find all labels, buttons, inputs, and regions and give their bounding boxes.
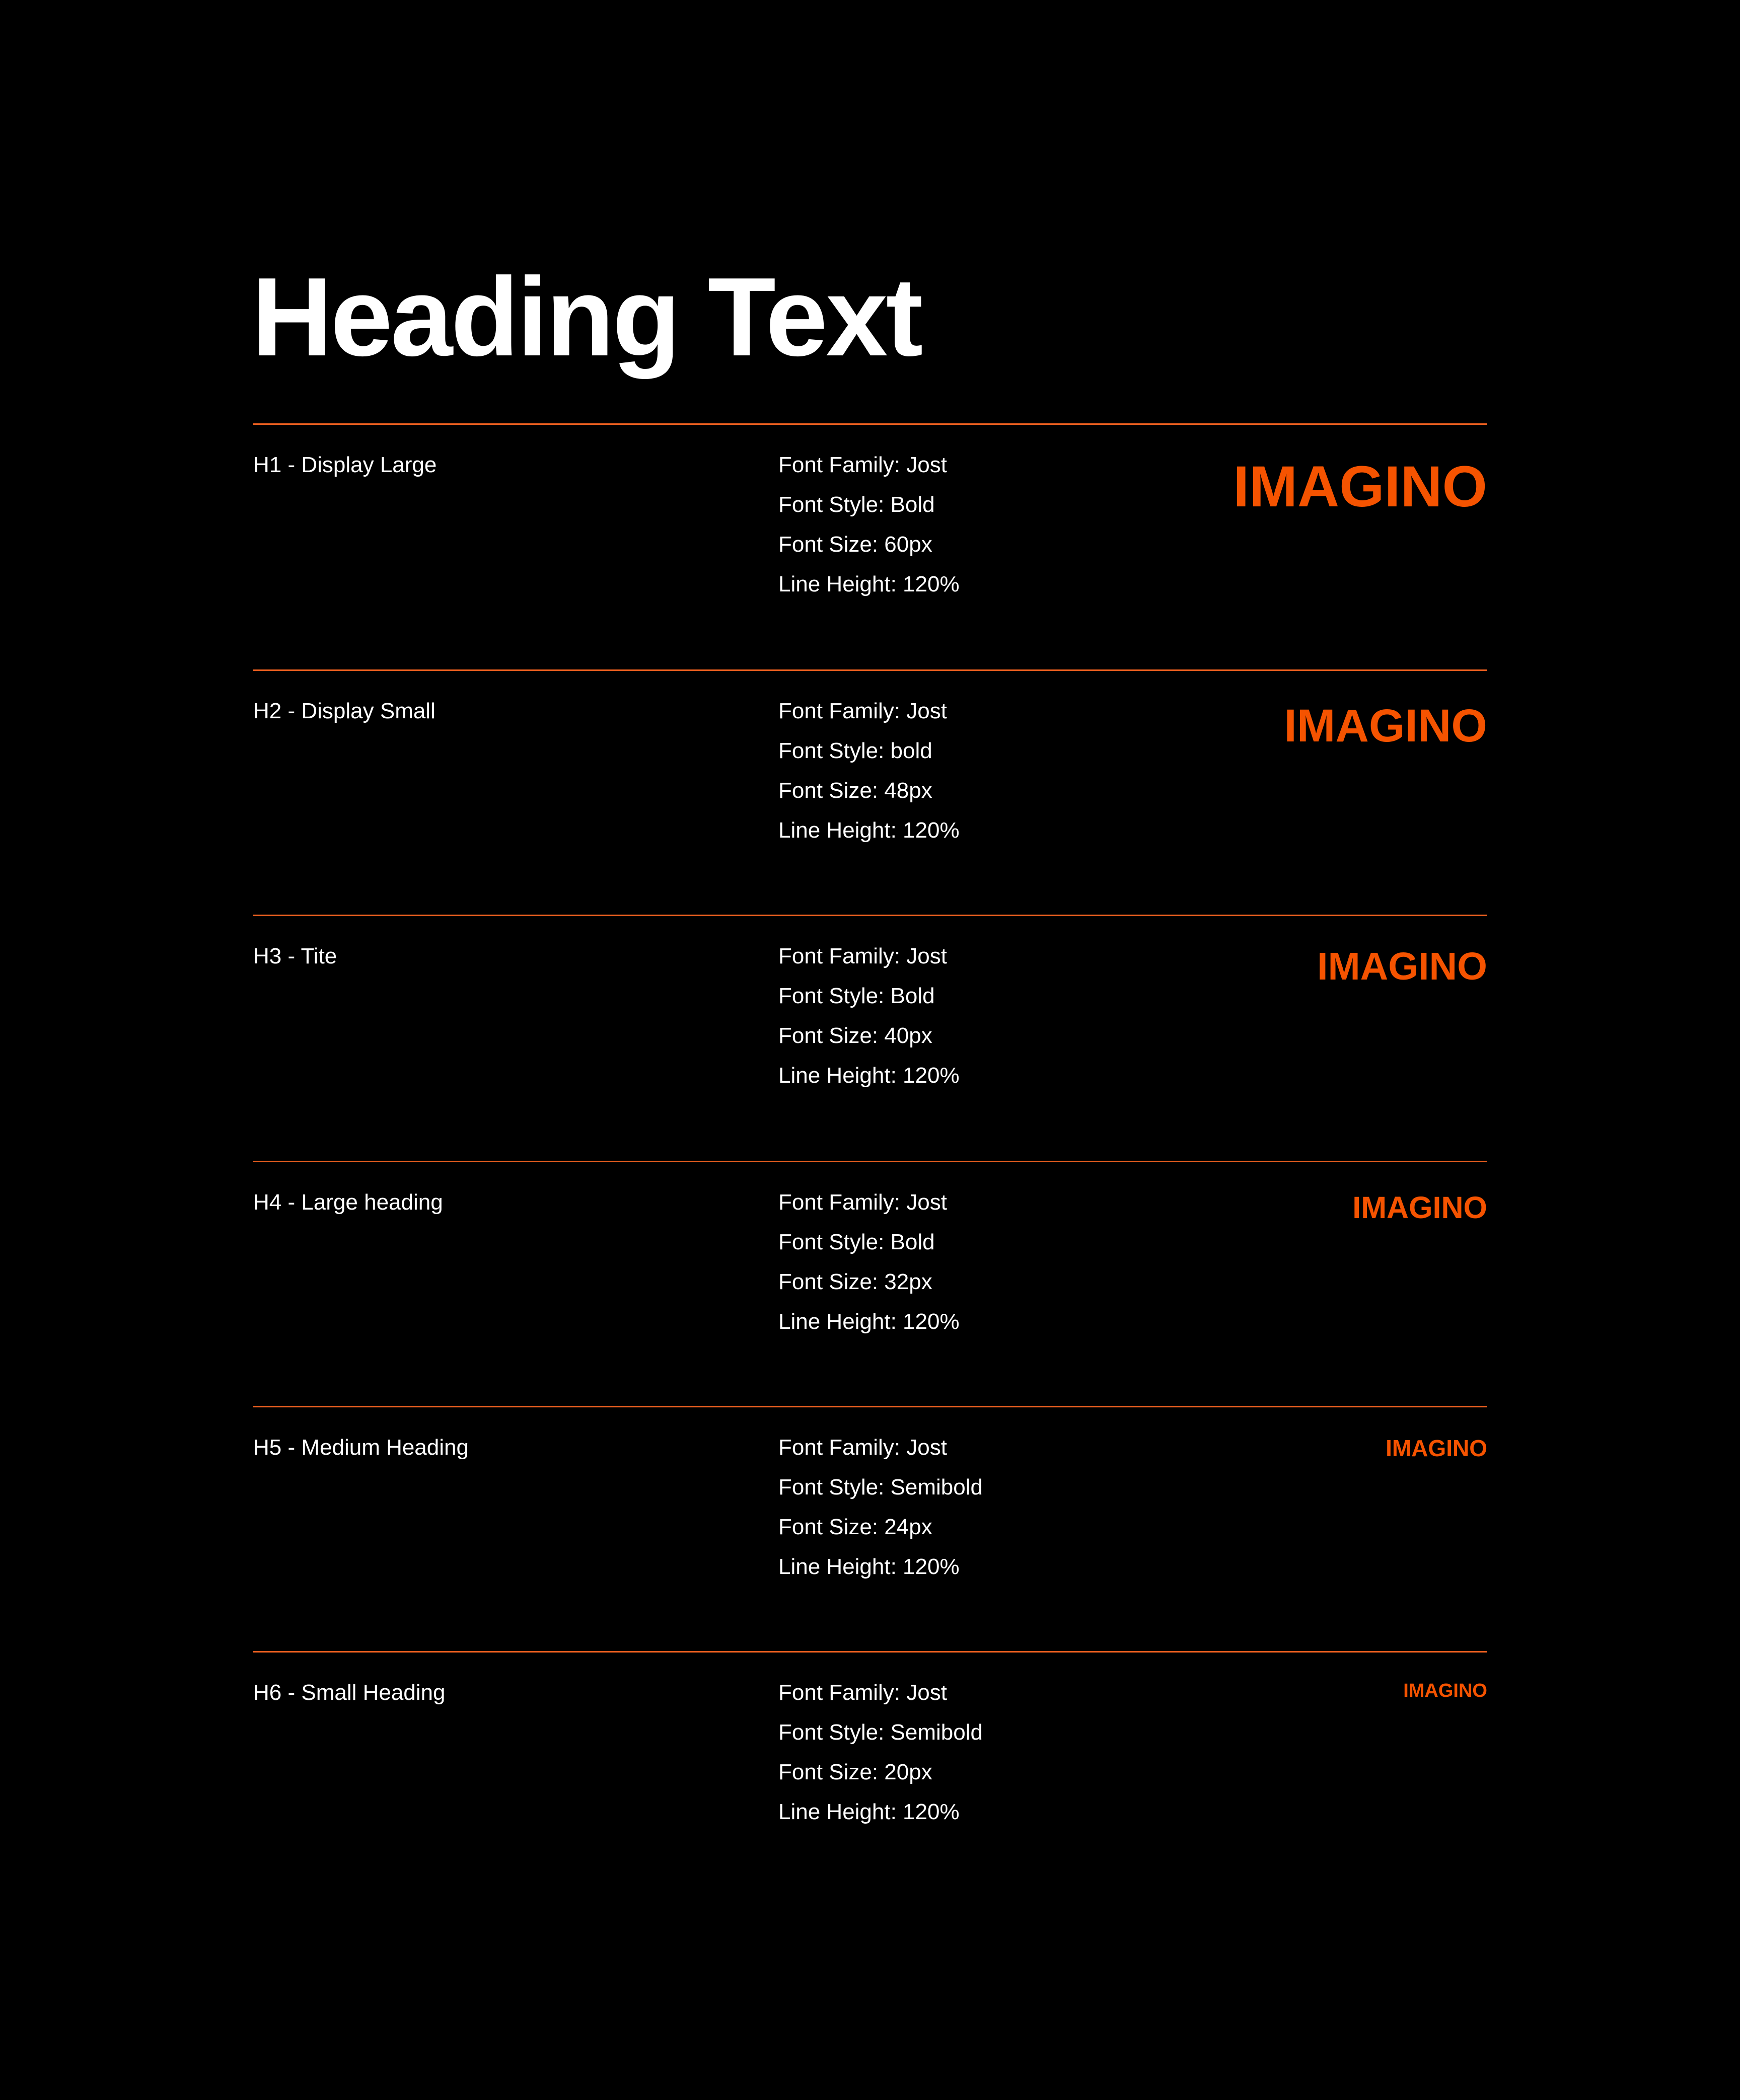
font-family-spec: Font Family: Jost: [778, 944, 947, 968]
heading-spec-row: [253, 669, 1487, 917]
spec-list: [778, 1673, 983, 1832]
sample-text: IMAGINO: [1403, 1680, 1487, 1701]
font-style-spec: Font Style: Bold: [778, 492, 935, 517]
font-family-spec: Font Family: Jost: [778, 1680, 947, 1705]
font-style-spec: Font Style: Semibold: [778, 1475, 983, 1499]
line-height-spec: Line Height: 120%: [778, 1309, 960, 1334]
heading-level-label: H3 - Tite: [253, 944, 337, 968]
font-style-spec: Font Style: Semibold: [778, 1720, 983, 1745]
line-height-spec: Line Height: 120%: [778, 1063, 960, 1088]
sample-text: IMAGINO: [1386, 1435, 1487, 1461]
page-title: Heading Text: [252, 255, 921, 380]
heading-spec-row: [253, 423, 1487, 670]
font-size-spec: Font Size: 24px: [778, 1515, 932, 1539]
heading-level-label: H5 - Medium Heading: [253, 1435, 469, 1460]
sample-text: IMAGINO: [1352, 1190, 1487, 1225]
font-size-spec: Font Size: 60px: [778, 532, 932, 557]
font-style-spec: Font Style: Bold: [778, 1230, 935, 1254]
sample-text: IMAGINO: [1233, 455, 1487, 519]
heading-level-label: H4 - Large heading: [253, 1190, 443, 1215]
font-size-spec: Font Size: 20px: [778, 1760, 932, 1784]
heading-level-label: H2 - Display Small: [253, 699, 436, 723]
heading-spec-row: [253, 915, 1487, 1162]
heading-spec-row: [253, 1651, 1487, 1898]
spec-list: [778, 1182, 960, 1341]
line-height-spec: Line Height: 120%: [778, 572, 960, 596]
heading-level-label: H1 - Display Large: [253, 453, 437, 477]
font-style-spec: Font Style: bold: [778, 738, 932, 763]
sample-text: IMAGINO: [1284, 700, 1487, 752]
font-style-spec: Font Style: Bold: [778, 984, 935, 1008]
heading-level-label: H6 - Small Heading: [253, 1680, 446, 1705]
spec-list: [778, 445, 960, 604]
line-height-spec: Line Height: 120%: [778, 1799, 960, 1824]
spec-list: [778, 936, 960, 1095]
heading-spec-row: [253, 1406, 1487, 1653]
heading-spec-row: [253, 1161, 1487, 1408]
font-family-spec: Font Family: Jost: [778, 453, 947, 477]
font-family-spec: Font Family: Jost: [778, 699, 947, 723]
line-height-spec: Line Height: 120%: [778, 1554, 960, 1579]
spec-list: [778, 1428, 983, 1587]
spec-list: [778, 691, 960, 850]
font-size-spec: Font Size: 40px: [778, 1023, 932, 1048]
font-family-spec: Font Family: Jost: [778, 1190, 947, 1215]
font-family-spec: Font Family: Jost: [778, 1435, 947, 1460]
font-size-spec: Font Size: 32px: [778, 1269, 932, 1294]
sample-text: IMAGINO: [1317, 945, 1487, 988]
font-size-spec: Font Size: 48px: [778, 778, 932, 803]
line-height-spec: Line Height: 120%: [778, 818, 960, 843]
